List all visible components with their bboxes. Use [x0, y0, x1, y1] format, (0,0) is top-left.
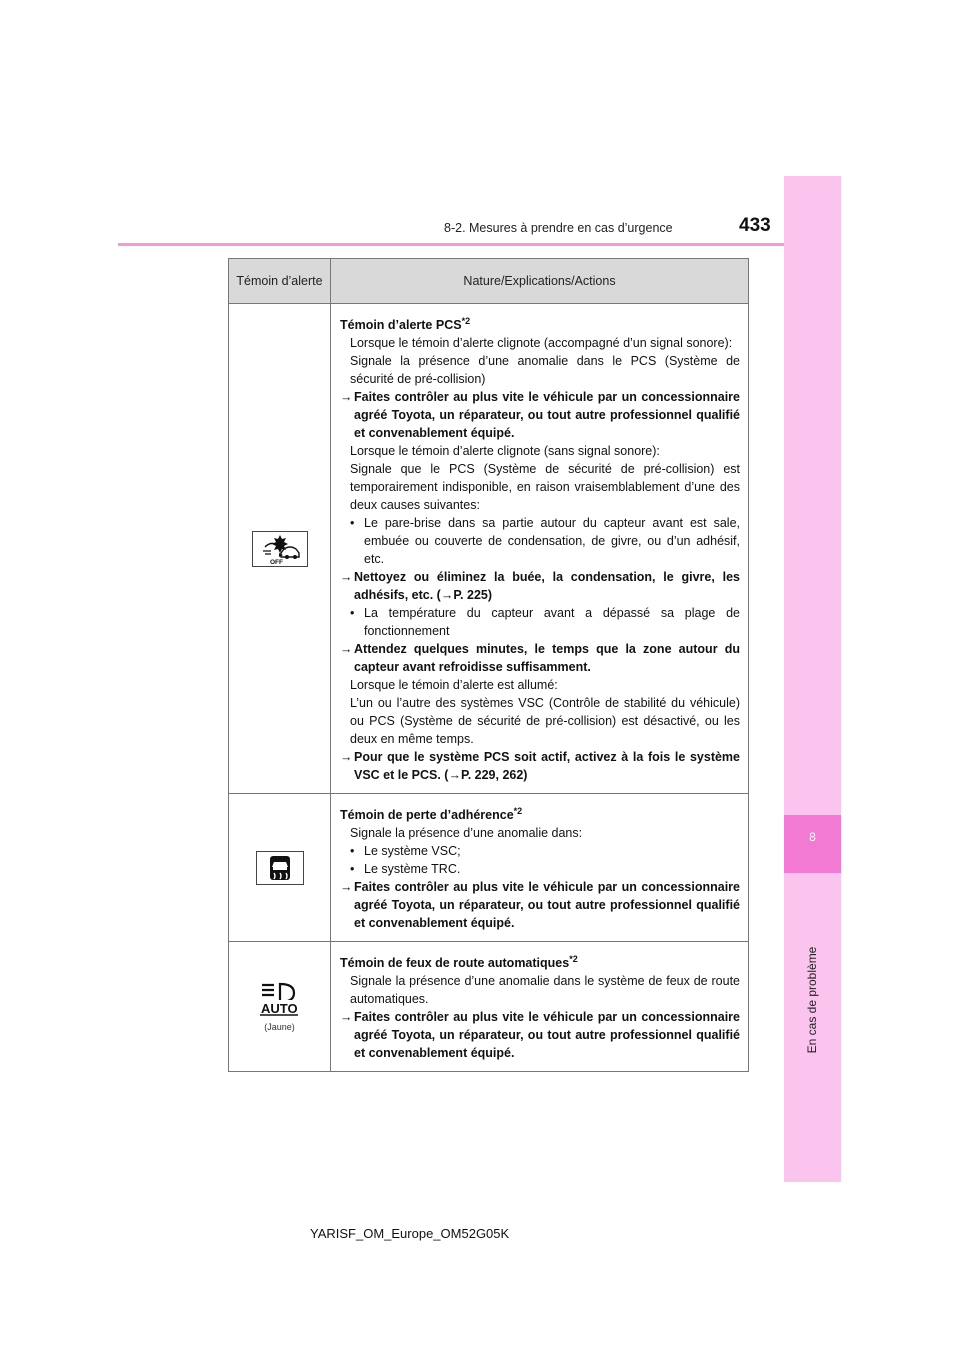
- text-cell: [331, 794, 749, 942]
- description: Signale la présence d’une anomalie dans:: [350, 826, 583, 841]
- row-title: Témoin de feux de route automatiques$^{*2}$: [340, 954, 578, 971]
- action-item: → Faites contrôler au plus vite le véhicule par un concessionnaire agréé Toyota, un réparateur, ou tout autre professionnel qualifié et convenablement équipé.: [340, 390, 740, 441]
- warning-lights-table: [228, 258, 749, 1072]
- table-row: [229, 942, 749, 1072]
- text-cell: [331, 942, 749, 1072]
- action-item: → Attendez quelques minutes, le temps que la zone autour du capteur avant refroidisse suffisamment.: [340, 642, 740, 675]
- description: L’un ou l’autre des systèmes VSC (Contrôle de stabilité du véhicule) ou PCS (Système de sécurité de pré-collision) est désactivé, ou les deux en même temps.: [350, 696, 740, 747]
- header-rule: [118, 243, 841, 246]
- document-code: YARISF_OM_Europe_OM52G05K: [310, 1226, 510, 1241]
- icon-caption: (Jaune): [264, 1022, 295, 1033]
- row-title: Témoin d’alerte PCS$^{*2}$: [340, 316, 471, 333]
- text-cell: [331, 304, 749, 794]
- auto-high-beam-icon: [256, 981, 304, 1017]
- bullet-icon: •: [350, 844, 355, 859]
- arrow-icon: →: [340, 390, 353, 405]
- bullet-item: • La température du capteur avant a dépassé sa plage de fonctionnement: [350, 606, 740, 639]
- bullet-item: • Le système VSC;: [350, 844, 461, 859]
- description: Signale la présence d’une anomalie dans le système de feux de route automatiques.: [350, 974, 740, 1007]
- side-tab-number: 8: [784, 815, 841, 873]
- table-row: [229, 794, 749, 942]
- icon-cell: [229, 304, 331, 794]
- page-number: 433: [739, 215, 771, 236]
- description: Lorsque le témoin d’alerte clignote (accompagné d’un signal sonore):: [350, 336, 733, 351]
- description: Signale que le PCS (Système de sécurité de pré-collision) est temporairement indisponible, en raison vraisemblablement d’une des deux causes suivantes:: [350, 462, 740, 513]
- description: Signale la présence d’une anomalie dans le PCS (Système de sécurité de pré-collision): [350, 354, 740, 387]
- svg-text:OFF: OFF: [269, 558, 283, 566]
- action-item: → Nettoyez ou éliminez la buée, la condensation, le givre, les adhésifs, etc. (→P. 225): [340, 570, 740, 603]
- arrow-icon: →: [340, 750, 353, 765]
- description: Lorsque le témoin d’alerte clignote (sans signal sonore):: [350, 444, 660, 459]
- col-header-icon: Témoin d’alerte: [229, 259, 331, 304]
- slip-indicator-icon: [256, 851, 304, 885]
- bullet-item: • Le système TRC.: [350, 862, 461, 877]
- arrow-icon: →: [340, 570, 353, 585]
- icon-cell: [229, 794, 331, 942]
- svg-text:AUTO: AUTO: [260, 1001, 298, 1017]
- col-header-text: Nature/Explications/Actions: [331, 259, 749, 304]
- chapter-title: 8-2. Mesures à prendre en cas d’urgence: [444, 221, 673, 235]
- bullet-icon: •: [350, 516, 355, 531]
- arrow-icon: →: [340, 1010, 353, 1025]
- description: Lorsque le témoin d’alerte est allumé:: [350, 678, 558, 693]
- action-item: → Faites contrôler au plus vite le véhicule par un concessionnaire agréé Toyota, un réparateur, ou tout autre professionnel qualifié et convenablement équipé.: [340, 880, 740, 931]
- bullet-icon: •: [350, 862, 355, 877]
- bullet-icon: •: [350, 606, 355, 621]
- side-tab-label: En cas de problème: [805, 946, 819, 1054]
- table-header-row: [229, 259, 749, 304]
- action-item: → Pour que le système PCS soit actif, activez à la fois le système VSC et le PCS. (→P. 229, 262): [340, 750, 740, 783]
- table-row: [229, 304, 749, 794]
- bullet-item: • Le pare-brise dans sa partie autour du capteur avant est sale, embuée ou couverte de condensation, de givre, ou d’un adhésif, etc.: [350, 516, 740, 567]
- arrow-icon: →: [340, 880, 353, 895]
- arrow-icon: →: [340, 642, 353, 657]
- icon-cell: [229, 942, 331, 1072]
- pcs-off-icon: [252, 531, 308, 567]
- action-item: → Faites contrôler au plus vite le véhicule par un concessionnaire agréé Toyota, un réparateur, ou tout autre professionnel qualifié et convenablement équipé.: [340, 1010, 740, 1061]
- row-title: Témoin de perte d’adhérence$^{*2}$: [340, 806, 523, 823]
